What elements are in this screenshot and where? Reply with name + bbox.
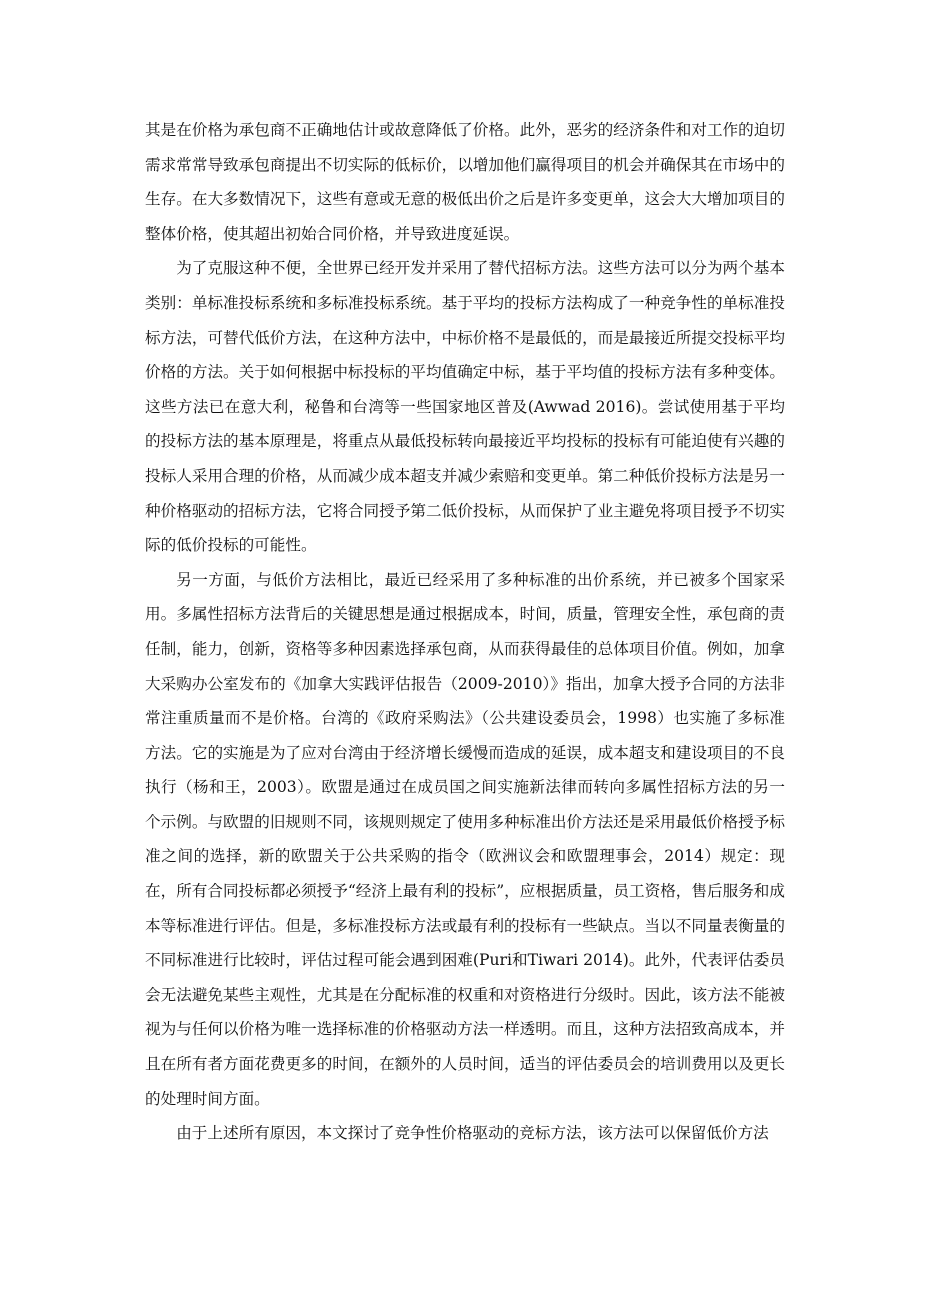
paragraph-2: 为了克服这种不便，全世界已经开发并采用了替代招标方法。这些方法可以分为两个基本类别：单标准投标系统和多标准投标系统。基于平均的投标方法构成了一种竞争性的单标准投标方法，可替代低价方法，在这种方法中，中标价格不是最低的，而是最接近所提交投标平均价格的方法。关于如何根据中标投标的平均值确定中标，基于平均值的投标方法有多种变体。这些方法已在意大利，秘鲁和台湾等一些国家地区普及(Awwad 2016)。尝试使用基于平均的投标方法的基本原理是，将重点从最低投标转向最接近平均投标的投标有可能迫使有兴趣的投标人采用合理的价格，从而减少成本超支并减少索赔和变更单。第二种低价投标方法是另一种价格驱动的招标方法，它将合同授予第二低价投标，从而保护了业主避免将项目授予不切实际的低价投标的可能性。	[145, 259, 785, 555]
paragraph-1: 其是在价格为承包商不正确地估计或故意降低了价格。此外，恶劣的经济条件和对工作的迫切需求常常导致承包商提出不切实际的低标价，以增加他们赢得项目的机会并确保其在市场中的生存。在大多数情况下，这些有意或无意的极低出价之后是许多变更单，这会大大增加项目的整体价格，使其超出初始合同价格，并导致进度延误。	[145, 121, 785, 243]
paragraph-4: 由于上述所有原因，本文探讨了竞争性价格驱动的竞标方法，该方法可以保留低价方法	[176, 1124, 769, 1143]
document-body	[145, 113, 785, 1151]
paragraph-3: 另一方面，与低价方法相比，最近已经采用了多种标准的出价系统，并已被多个国家采用。多属性招标方法背后的关键思想是通过根据成本，时间，质量，管理安全性，承包商的责任制，能力，创新，资格等多种因素选择承包商，从而获得最佳的总体项目价值。例如，加拿大采购办公室发布的《加拿大实践评估报告（2009-2010）》指出，加拿大授予合同的方法非常注重质量而不是价格。台湾的《政府采购法》（公共建设委员会，1998）也实施了多标准方法。它的实施是为了应对台湾由于经济增长缓慢而造成的延误，成本超支和建设项目的不良执行（杨和王，2003）。欧盟是通过在成员国之间实施新法律而转向多属性招标方法的另一个示例。与欧盟的旧规则不同，该规则规定了使用多种标准出价方法还是采用最低价格授予标准之间的选择，新的欧盟关于公共采购的指令（欧洲议会和欧盟理事会，2014）规定：现在，所有合同投标都必须授予“经济上最有利的投标”，应根据质量，员工资格，售后服务和成本等标准进行评估。但是，多标准投标方法或最有利的投标有一些缺点。当以不同量表衡量的不同标准进行比较时，评估过程可能会遇到困难(Puri和Tiwari 2014)。此外，代表评估委员会无法避免某些主观性，尤其是在分配标准的权重和对资格进行分级时。因此，该方法不能被视为与任何以价格为唯一选择标准的价格驱动方法一样透明。而且，这种方法招致高成本，并且在所有者方面花费更多的时间，在额外的人员时间，适当的评估委员会的培训费用以及更长的处理时间方面。	[145, 570, 785, 1108]
